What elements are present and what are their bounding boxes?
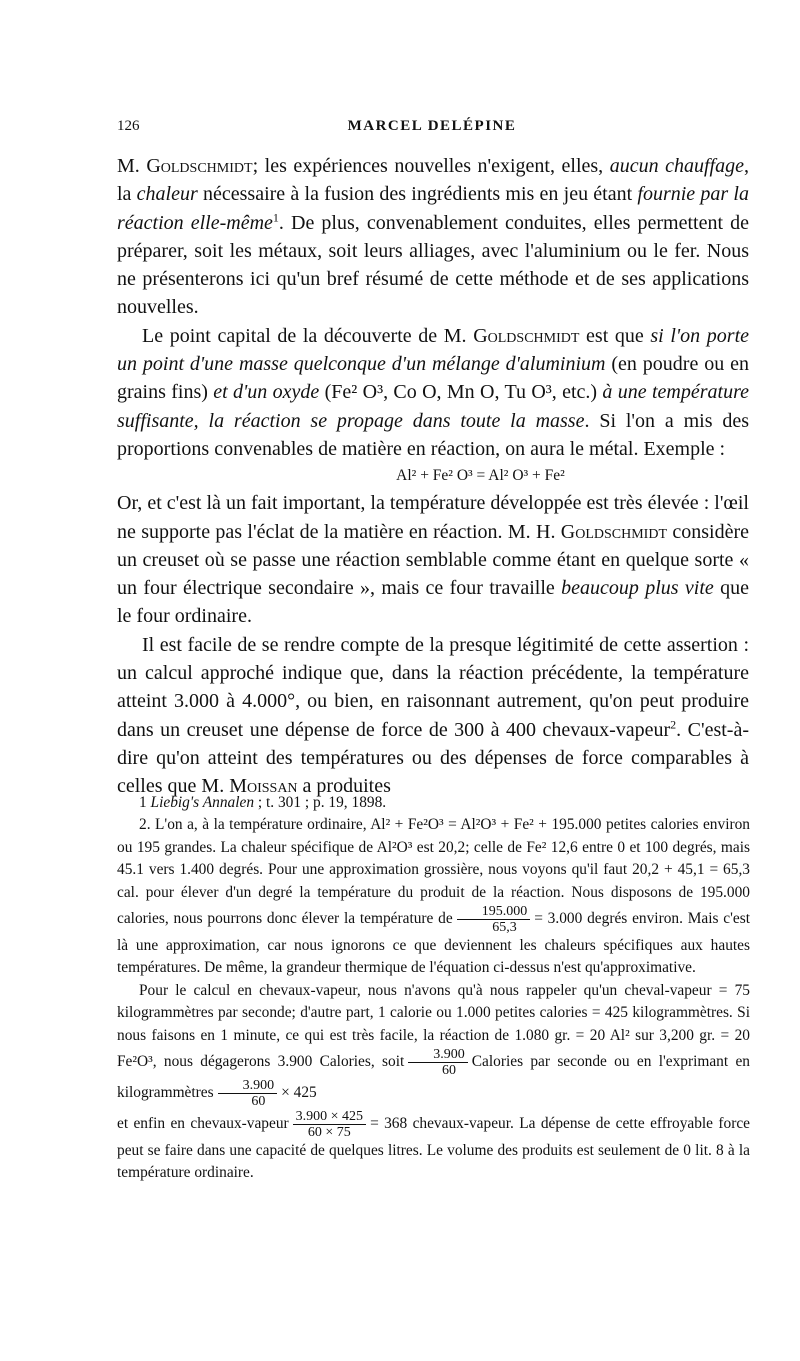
footnote-ref-2: 2 — [670, 716, 677, 731]
author-name: Goldschmidt — [473, 324, 580, 347]
author-name: Goldschmidt — [146, 155, 253, 177]
running-title: MARCEL DELÉPINE — [347, 118, 517, 134]
fraction: $\frac{3.900 \times 425}{60 \times 75}$ — [293, 1109, 366, 1140]
fraction: $\frac{3.900}{60}$ — [218, 1078, 278, 1109]
paragraph-1: M. Goldschmidt; les expériences nouvelles n'exigent, elles, aucun chauffage, la chaleur nécessaire à la fusion des ingrédients mis en jeu étant fournie par la réaction elle-même$^1$. De plus, convenablement conduites, elles permettent de préparer, soit les métaux, soit leurs alliages, avec l'aluminium ou le fer. Nous ne présenterons ici qu'un bref résumé de cette méthode et de ses applications nouvelles. — [117, 155, 749, 319]
footnote-2-conclusion: et enfin en chevaux-vapeur $\frac{3.900 \times 425}{60 \times 75}$ = 368 chevaux-vapeur. La dépense de cette effroyable force peut se faire dans une capacité de quelques litres. Le volume des produits est seulement de 0 lit. 8 à la température ordinaire. — [117, 1109, 750, 1182]
footnote-ref-1: 1 — [272, 209, 279, 224]
fraction: $\frac{3.900}{60}$ — [408, 1047, 468, 1078]
author-name: Moissan — [229, 775, 298, 798]
chemical-equation: Al² + Fe² O³ = Al² O³ + Fe² — [396, 467, 565, 485]
main-text — [117, 152, 749, 801]
author-name: Goldschmidt — [560, 520, 668, 543]
footnotes — [117, 792, 750, 1185]
page-number: 126 — [117, 118, 140, 134]
fraction: $\frac{195.000}{65,3}$ — [457, 904, 531, 935]
footnote-2-continued: Pour le calcul en chevaux-vapeur, nous n'avons qu'à nous rappeler qu'un cheval-vapeur = 75 kilogrammètres par seconde; d'autre part, 1 calorie ou 1.000 petites calories = 425 kilogrammètres. Si nous faisons en 1 minute, ce qui est très facile, la réaction de 1.080 gr. = 20 Al² sur 3,200 gr. = 20 Fe²O³, nous dégagerons 3.900 Calories, soit $\frac{3.900}{60}$ Calories par seconde ou en l'exprimant en kilogrammètres $\frac{3.900}{60}$ × 425 — [117, 981, 750, 1110]
paragraph-3: Or, et c'est là un fait important, la température développée est très élevée : l'œil ne supporte pas l'éclat de la matière en réaction. M. H. Goldschmidt considère un creuset où se passe une réaction semblable comme étant en quelque sorte « un four électrique secondaire », mais ce four travaille beaucoup plus vite que le four ordinaire. — [117, 492, 750, 628]
running-head — [117, 118, 747, 142]
paragraph-2: Le point capital de la découverte de M. Goldschmidt est que si l'on porte un point d'une masse quelconque d'un mélange d'aluminium (en poudre ou en grains fins) et d'un oxyde (Fe² O³, Co O, Mn O, Tu O³, etc.) à une température suffisante, la réaction se propage dans toute la masse. Si l'on a mis des proportions convenables de matière en réaction, on aura le métal. Exemple : — [117, 324, 750, 460]
footnote-2: 2. L'on a, à la température ordinaire, Al² + Fe²O³ = Al²O³ + Fe² + 195.000 petites calories environ ou 195 grandes. La chaleur spécifique de Al²O³ est 20,2; celle de Fe² 12,6 entre 0 et 100 degrés, mais 45.1 vers 1.400 degrés. Pour une approximation grossière, nous voyons qu'il faut 20,2 + 45,1 = 65,3 cal. pour élever d'un degré la température du produit de la réaction. Nous disposons de 195.000 calories, nous pourrons donc élever la température de $\frac{195.000}{65,3}$ = 3.000 degrés environ. Mais c'est là une approximation, car nous ignorons ce que deviennent les chaleurs spécifiques aux hautes températures. De même, la grandeur thermique de l'équation ci-dessus n'est qu'approximative. — [117, 816, 751, 977]
footnote-1: 1 Liebig's Annalen ; t. 301 ; p. 19, 1898. — [139, 794, 387, 811]
paragraph-4: Il est facile de se rendre compte de la presque légitimité de cette assertion : un calcul approché indique que, dans la réaction précédente, la température atteint 3.000 à 4.000°, ou bien, en raisonnant autrement, qu'on peut produire dans un creuset une dépense de force de 300 à 400 chevaux-vapeur$^2$. C'est-à-dire qu'on atteint des températures ou des dépenses de force comparables à celles que M. Moissan a produites — [117, 633, 749, 798]
